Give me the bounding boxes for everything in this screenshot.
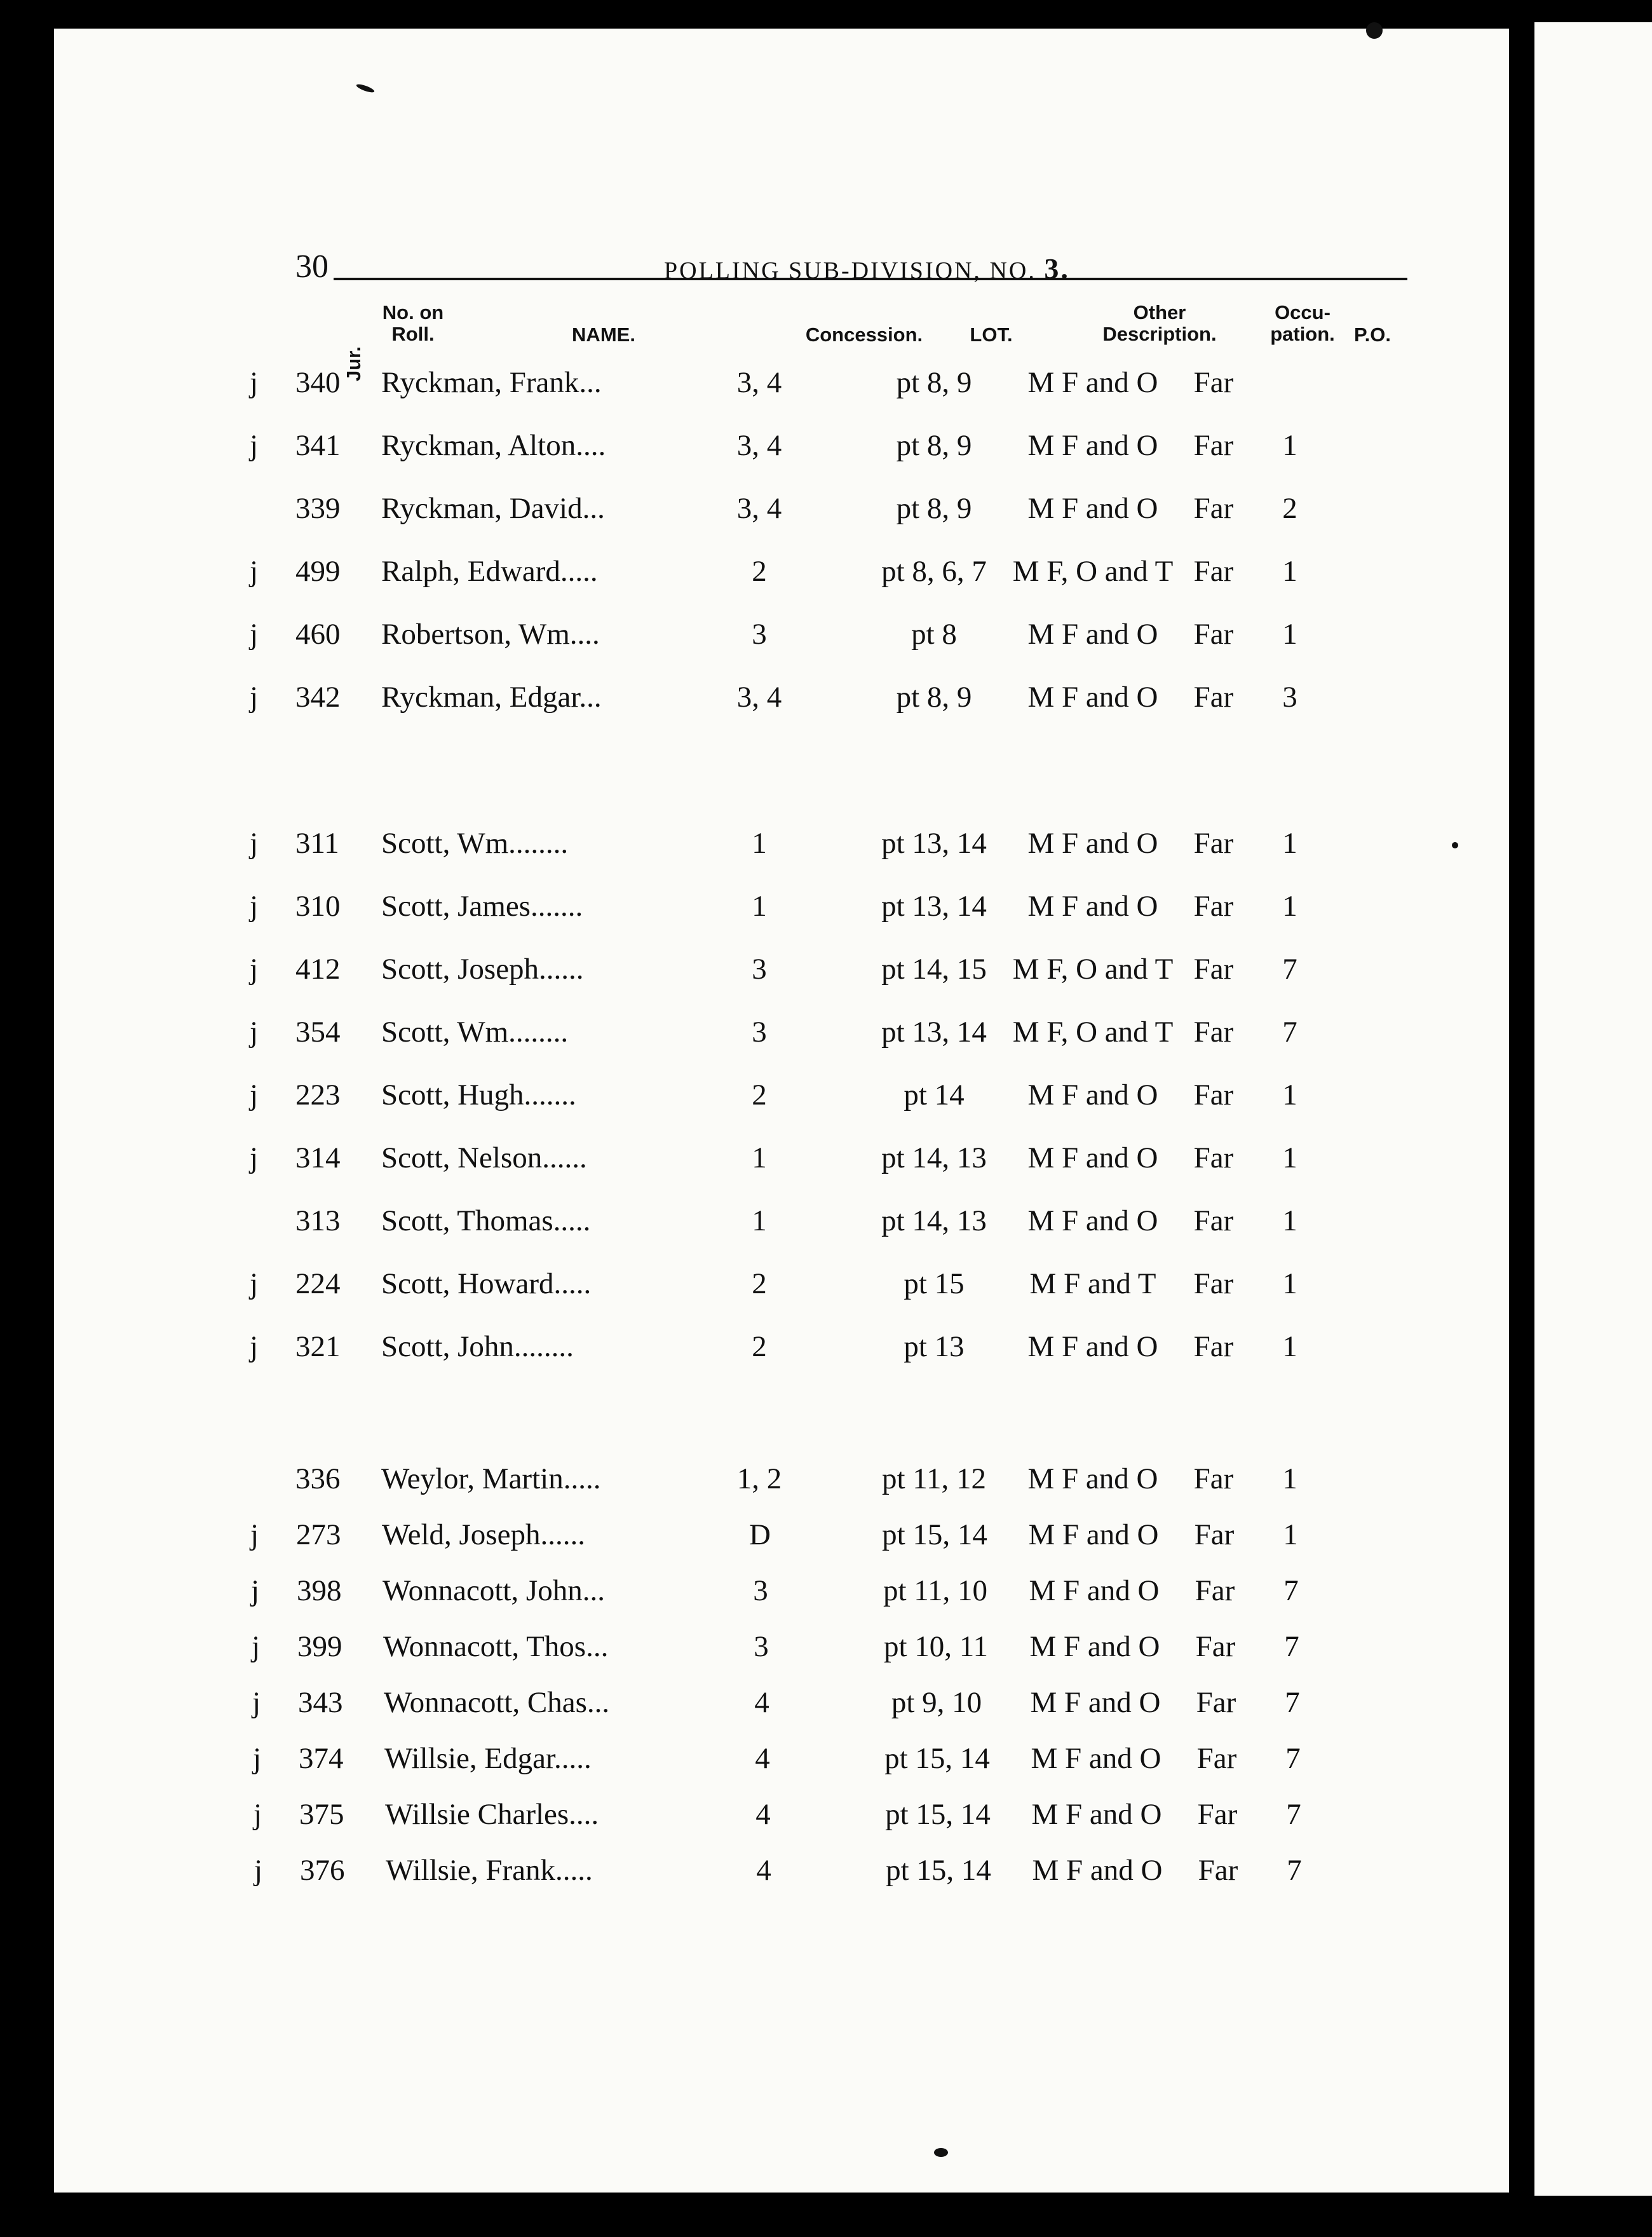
cell-jur: j [250, 1078, 259, 1112]
cell-po: 7 [1287, 1854, 1302, 1887]
cell-po: 1 [1282, 555, 1297, 588]
cell-jur: j [250, 953, 259, 986]
cell-other-description: M F and O [1028, 1518, 1159, 1551]
cell-jur: j [250, 618, 259, 651]
cell-other-description: M F, O and T [1012, 953, 1174, 986]
cell-po: 1 [1282, 890, 1297, 923]
cell-lot: pt 14 [904, 1078, 965, 1112]
cell-occupation: Far [1193, 429, 1234, 462]
cell-lot: pt 11, 12 [881, 1462, 987, 1495]
voter-list [54, 29, 1509, 2193]
cell-no-on-roll: 340 [295, 366, 341, 399]
cell-other-description: M F and O [1030, 1686, 1161, 1719]
cell-po: 7 [1285, 1742, 1301, 1775]
table-row [54, 680, 1509, 724]
cell-no-on-roll: 374 [299, 1742, 344, 1775]
cell-jur: j [250, 1518, 259, 1551]
table-row [54, 1518, 1509, 1562]
cell-concession: 3, 4 [736, 429, 782, 462]
cell-lot: pt 15, 14 [886, 1854, 991, 1887]
cell-no-on-roll: 343 [298, 1686, 343, 1719]
cell-other-description: M F, O and T [1012, 1016, 1174, 1049]
cell-other-description: M F and O [1032, 1854, 1163, 1887]
table-row [54, 826, 1509, 871]
col-head-other-description: Other Description. [1102, 301, 1217, 345]
cell-jur: j [250, 555, 259, 588]
cell-occupation: Far [1195, 1574, 1235, 1607]
cell-concession: 3 [752, 953, 767, 986]
cell-occupation: Far [1193, 1141, 1234, 1174]
cell-name: Weld, Joseph...... [382, 1518, 585, 1551]
cell-other-description: M F and O [1027, 429, 1158, 462]
print-speck [1366, 22, 1383, 39]
cell-name: Willsie, Edgar..... [384, 1742, 592, 1775]
cell-no-on-roll: 311 [295, 827, 339, 860]
table-row [54, 1462, 1509, 1506]
cell-occupation: Far [1193, 366, 1234, 399]
cell-po: 7 [1282, 1016, 1297, 1049]
cell-concession: 3, 4 [736, 492, 782, 525]
cell-concession: D [749, 1518, 771, 1551]
cell-occupation: Far [1193, 1204, 1234, 1237]
cell-concession: 3 [753, 1574, 768, 1607]
cell-lot: pt 15, 14 [884, 1742, 990, 1775]
cell-occupation: Far [1197, 1798, 1238, 1831]
cell-lot: pt 15 [904, 1267, 965, 1300]
print-speck [1452, 842, 1458, 848]
cell-other-description: M F and O [1027, 492, 1158, 525]
cell-name: Scott, Wm........ [381, 827, 569, 860]
cell-name: Robertson, Wm.... [381, 618, 600, 651]
running-title-text: POLLING SUB-DIVISION, NO. [664, 257, 1036, 284]
cell-name: Willsie Charles.... [385, 1798, 599, 1831]
cell-name: Ryckman, Alton.... [381, 429, 606, 462]
col-head-name: NAME. [572, 323, 635, 346]
cell-name: Weylor, Martin..... [381, 1462, 601, 1495]
cell-concession: 1 [752, 1204, 767, 1237]
table-row [54, 1797, 1509, 1842]
cell-lot: pt 11, 10 [883, 1574, 988, 1607]
table-row [54, 1574, 1509, 1618]
cell-jur: j [250, 1141, 259, 1174]
cell-concession: 3, 4 [736, 366, 782, 399]
cell-no-on-roll: 273 [296, 1518, 341, 1551]
cell-no-on-roll: 499 [295, 555, 341, 588]
cell-other-description: M F and O [1031, 1742, 1161, 1775]
cell-no-on-roll: 223 [295, 1078, 341, 1112]
cell-concession: 3 [752, 1016, 767, 1049]
cell-lot: pt 8, 9 [896, 429, 972, 462]
cell-jur: j [250, 366, 259, 399]
cell-lot: pt 14, 13 [881, 1204, 987, 1237]
cell-concession: 3 [754, 1630, 769, 1663]
cell-lot: pt 15, 14 [885, 1798, 991, 1831]
cell-no-on-roll: 314 [295, 1141, 341, 1174]
cell-po: 1 [1282, 827, 1297, 860]
cell-other-description: M F and T [1029, 1267, 1156, 1300]
cell-name: Scott, James....... [381, 890, 583, 923]
cell-other-description: M F and O [1027, 1078, 1158, 1112]
cell-concession: 1 [752, 890, 767, 923]
col-head-occupation: Occu- pation. [1270, 301, 1335, 345]
cell-concession: 2 [752, 555, 767, 588]
cell-jur: j [250, 827, 259, 860]
col-head-po: P.O. [1353, 323, 1391, 346]
cell-jur: j [254, 1854, 263, 1887]
cell-concession: 1 [752, 1141, 767, 1174]
cell-occupation: Far [1193, 827, 1234, 860]
cell-jur: j [250, 890, 259, 923]
table-row [54, 1267, 1509, 1311]
cell-occupation: Far [1196, 1686, 1236, 1719]
running-title-number: 3. [1044, 252, 1070, 285]
cell-lot: pt 8, 9 [896, 681, 972, 714]
cell-jur: j [250, 1016, 259, 1049]
table-row [54, 1629, 1509, 1674]
cell-occupation: Far [1193, 953, 1234, 986]
table-row [54, 1141, 1509, 1185]
cell-lot: pt 8, 6, 7 [881, 555, 987, 588]
cell-other-description: M F and O [1027, 366, 1158, 399]
cell-no-on-roll: 313 [295, 1204, 341, 1237]
adjacent-page-edge [1534, 22, 1652, 2196]
table-row [54, 554, 1509, 599]
cell-name: Willsie, Frank..... [386, 1854, 593, 1887]
cell-occupation: Far [1198, 1854, 1238, 1887]
cell-occupation: Far [1193, 618, 1234, 651]
cell-other-description: M F and O [1027, 1330, 1158, 1363]
cell-po: 1 [1282, 1141, 1297, 1174]
cell-name: Scott, Nelson...... [381, 1141, 587, 1174]
cell-po: 2 [1282, 492, 1297, 525]
cell-po: 3 [1282, 681, 1297, 714]
cell-occupation: Far [1193, 1330, 1234, 1363]
document-page [54, 29, 1509, 2193]
print-speck [934, 2148, 948, 2157]
cell-other-description: M F, O and T [1012, 555, 1174, 588]
cell-po: 7 [1283, 1574, 1299, 1607]
table-row [54, 1015, 1509, 1059]
cell-concession: 1 [752, 827, 767, 860]
cell-lot: pt 13 [904, 1330, 965, 1363]
cell-occupation: Far [1193, 890, 1234, 923]
cell-po: 1 [1282, 1330, 1297, 1363]
cell-no-on-roll: 224 [295, 1267, 341, 1300]
cell-other-description: M F and O [1027, 890, 1158, 923]
cell-lot: pt 9, 10 [891, 1686, 982, 1719]
cell-po: 1 [1282, 1267, 1297, 1300]
cell-concession: 4 [755, 1798, 771, 1831]
cell-lot: pt 8, 9 [896, 366, 972, 399]
cell-lot: pt 13, 14 [881, 827, 987, 860]
cell-other-description: M F and O [1029, 1574, 1160, 1607]
cell-concession: 3 [752, 618, 767, 651]
cell-name: Scott, Wm........ [381, 1016, 569, 1049]
cell-concession: 4 [754, 1686, 769, 1719]
cell-other-description: M F and O [1027, 1204, 1158, 1237]
cell-name: Ryckman, Frank... [381, 366, 602, 399]
cell-jur: j [251, 1574, 260, 1607]
cell-no-on-roll: 339 [295, 492, 341, 525]
cell-name: Ryckman, Edgar... [381, 681, 602, 714]
cell-other-description: M F and O [1027, 1462, 1158, 1495]
cell-no-on-roll: 460 [295, 618, 341, 651]
cell-other-description: M F and O [1027, 827, 1158, 860]
cell-lot: pt 8, 9 [896, 492, 972, 525]
cell-occupation: Far [1194, 1518, 1235, 1551]
cell-no-on-roll: 375 [299, 1798, 344, 1831]
cell-po: 1 [1282, 429, 1297, 462]
cell-occupation: Far [1193, 1462, 1234, 1495]
col-head-lot: LOT. [970, 323, 1013, 346]
cell-concession: 2 [752, 1267, 767, 1300]
cell-jur: j [253, 1742, 262, 1775]
cell-concession: 2 [752, 1078, 767, 1112]
table-row [54, 1329, 1509, 1374]
table-row [54, 617, 1509, 662]
cell-name: Scott, Hugh....... [381, 1078, 576, 1112]
cell-name: Wonnacott, Thos... [383, 1630, 609, 1663]
cell-other-description: M F and O [1027, 618, 1158, 651]
table-row [54, 952, 1509, 996]
cell-no-on-roll: 412 [295, 953, 341, 986]
cell-no-on-roll: 336 [295, 1462, 341, 1495]
cell-other-description: M F and O [1031, 1798, 1162, 1831]
table-row [54, 889, 1509, 934]
cell-concession: 4 [755, 1742, 770, 1775]
table-row [54, 1204, 1509, 1248]
cell-jur: j [254, 1798, 262, 1831]
cell-other-description: M F and O [1029, 1630, 1160, 1663]
cell-occupation: Far [1193, 492, 1234, 525]
cell-lot: pt 13, 14 [881, 1016, 987, 1049]
cell-name: Scott, John........ [381, 1330, 574, 1363]
cell-no-on-roll: 341 [295, 429, 341, 462]
cell-jur: j [250, 1330, 259, 1363]
cell-name: Ralph, Edward..... [381, 555, 598, 588]
cell-po: 7 [1284, 1630, 1299, 1663]
cell-name: Scott, Joseph...... [381, 953, 584, 986]
cell-no-on-roll: 376 [300, 1854, 345, 1887]
table-row [54, 428, 1509, 473]
cell-name: Scott, Thomas..... [381, 1204, 591, 1237]
cell-name: Scott, Howard..... [381, 1267, 592, 1300]
cell-jur: j [252, 1686, 261, 1719]
col-head-concession: Concession. [805, 323, 923, 346]
cell-concession: 3, 4 [736, 681, 782, 714]
cell-occupation: Far [1193, 1078, 1234, 1112]
cell-other-description: M F and O [1027, 1141, 1158, 1174]
cell-po: 7 [1282, 953, 1297, 986]
cell-occupation: Far [1195, 1630, 1236, 1663]
cell-no-on-roll: 354 [295, 1016, 341, 1049]
cell-jur: j [250, 429, 259, 462]
cell-concession: 2 [752, 1330, 767, 1363]
col-head-no-on-roll: No. on Roll. [382, 301, 444, 345]
cell-lot: pt 8 [911, 618, 957, 651]
cell-jur: j [252, 1630, 261, 1663]
cell-no-on-roll: 398 [297, 1574, 342, 1607]
cell-no-on-roll: 399 [297, 1630, 342, 1663]
table-row [54, 491, 1509, 536]
cell-occupation: Far [1193, 681, 1234, 714]
cell-lot: pt 13, 14 [881, 890, 987, 923]
cell-name: Wonnacott, Chas... [384, 1686, 610, 1719]
cell-jur: j [250, 681, 259, 714]
cell-no-on-roll: 310 [295, 890, 341, 923]
cell-concession: 4 [756, 1854, 771, 1887]
table-row [54, 1853, 1509, 1898]
cell-po: 1 [1282, 618, 1297, 651]
cell-concession: 1, 2 [736, 1462, 782, 1495]
cell-no-on-roll: 342 [295, 681, 341, 714]
cell-jur: j [250, 1267, 259, 1300]
cell-occupation: Far [1196, 1742, 1237, 1775]
table-row [54, 365, 1509, 410]
cell-lot: pt 14, 15 [881, 953, 987, 986]
cell-po: 7 [1285, 1686, 1300, 1719]
table-row [54, 1685, 1509, 1730]
cell-lot: pt 15, 14 [882, 1518, 987, 1551]
cell-po: 1 [1282, 1078, 1297, 1112]
col-head-jur: Jur. [342, 346, 365, 381]
cell-lot: pt 14, 13 [881, 1141, 987, 1174]
cell-no-on-roll: 321 [295, 1330, 341, 1363]
cell-name: Wonnacott, John... [383, 1574, 605, 1607]
cell-other-description: M F and O [1027, 681, 1158, 714]
page-number: 30 [295, 248, 328, 285]
cell-name: Ryckman, David... [381, 492, 605, 525]
cell-occupation: Far [1193, 555, 1234, 588]
cell-po: 1 [1283, 1518, 1298, 1551]
table-row [54, 1741, 1509, 1786]
cell-po: 1 [1282, 1462, 1297, 1495]
cell-po: 7 [1286, 1798, 1301, 1831]
cell-occupation: Far [1193, 1267, 1234, 1300]
cell-lot: pt 10, 11 [883, 1630, 989, 1663]
table-row [54, 1078, 1509, 1122]
cell-occupation: Far [1193, 1016, 1234, 1049]
cell-po: 1 [1282, 1204, 1297, 1237]
